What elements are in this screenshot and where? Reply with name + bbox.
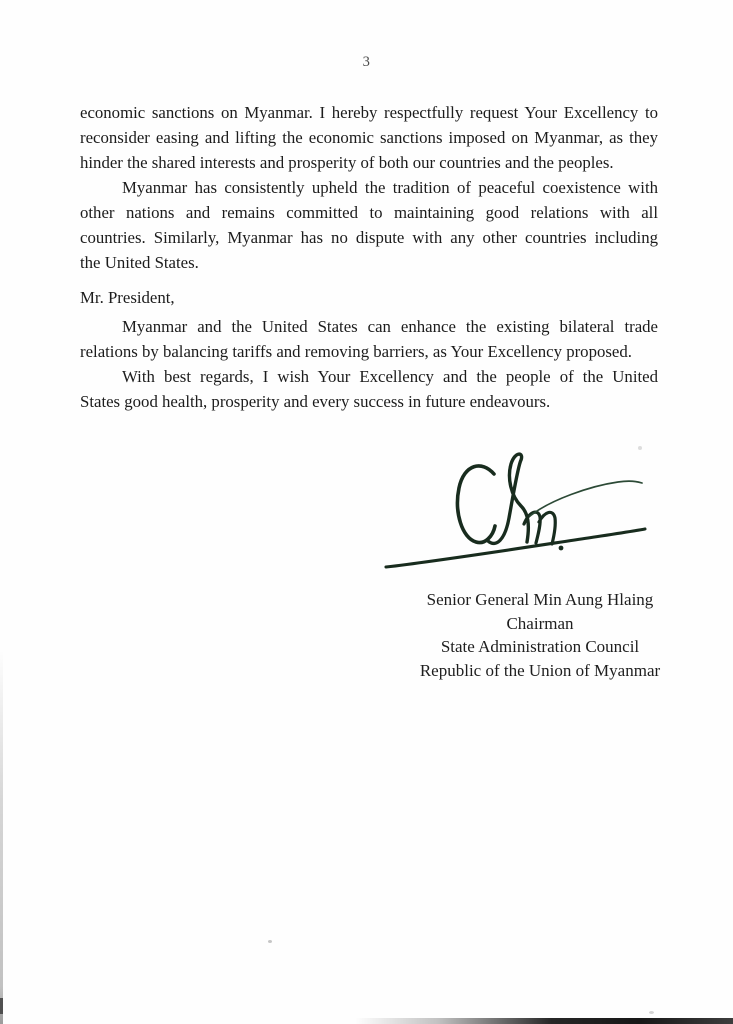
body-line: hinder the shared interests and prosperity of both our countries and the peoples.	[80, 153, 614, 172]
signature-image	[378, 448, 653, 583]
signature-country: Republic of the Union of Myanmar	[419, 660, 661, 680]
signature-upper-sweep	[530, 481, 642, 516]
body-line: countries. Similarly, Myanmar has no dispute with any other countries including	[80, 228, 658, 247]
signature-underline	[386, 529, 645, 567]
body-line: Myanmar has consistently upheld the tradition of peaceful coexistence with	[122, 178, 658, 197]
scan-edge-bottom	[355, 1018, 733, 1024]
signature-name: Senior General Min Aung Hlaing	[426, 590, 654, 609]
body-line: other nations and remains committed to maintaining good relations with all	[80, 203, 658, 222]
body-line: the United States.	[80, 253, 199, 272]
signature-block	[400, 588, 680, 682]
scan-edge-left	[0, 650, 3, 1024]
body-line: Mr. President,	[80, 288, 175, 307]
body-line: Myanmar and the United States can enhance the existing bilateral trade	[122, 317, 658, 336]
signature-title: Chairman	[506, 613, 574, 633]
signature-stroke-c	[458, 466, 495, 543]
page-number: 3	[362, 54, 371, 70]
signature-dot	[559, 546, 564, 551]
scan-edge-left-tick	[0, 998, 3, 1014]
scan-speck	[268, 940, 272, 943]
body-line: relations by balancing tariffs and removing barriers, as Your Excellency proposed.	[80, 342, 632, 361]
body-line: With best regards, I wish Your Excellency and the people of the United	[122, 367, 658, 386]
signature-organization: State Administration Council	[440, 637, 640, 656]
body-line: reconsider easing and lifting the economic sanctions imposed on Myanmar, as they	[80, 128, 658, 147]
scan-speck	[638, 446, 642, 450]
scan-speck	[649, 1011, 654, 1014]
body-line: States good health, prosperity and every success in future endeavours.	[80, 392, 551, 411]
body-line: economic sanctions on Myanmar. I hereby respectfully request Your Excellency to	[80, 103, 658, 122]
letter-body	[80, 100, 658, 414]
